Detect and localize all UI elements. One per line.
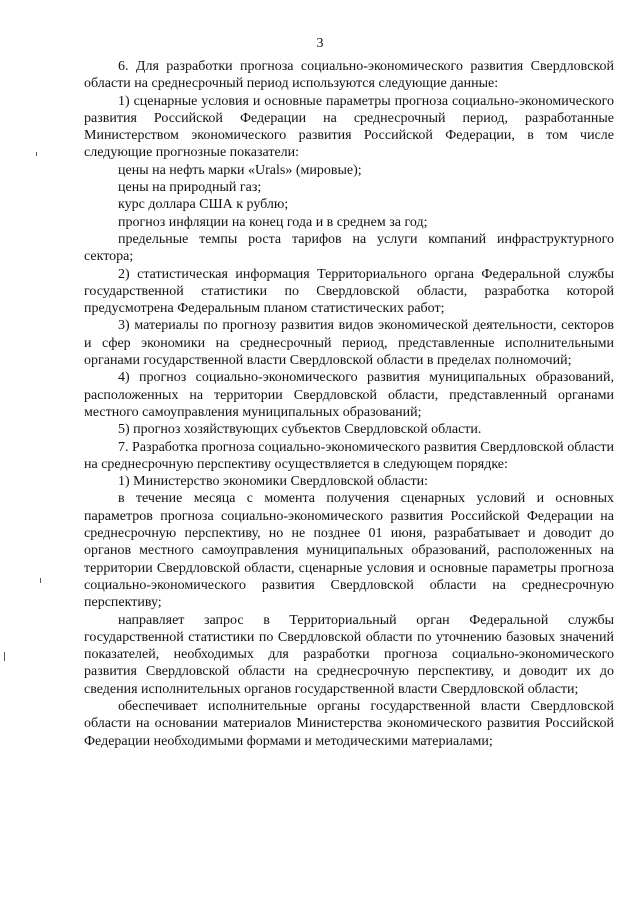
paragraph-indicator-gas-price: цены на природный газ; (118, 180, 262, 196)
scan-speck (4, 652, 5, 661)
page-number: 3 (316, 36, 324, 51)
paragraph-subitem-1: 1) сценарные условия и основные параметры прогноза социально-экономического развития Российской Федерации на среднесрочный период, разработанные Министерством экономического развития Российской Федерации, в том числе следующие прогнозные показатели: (84, 93, 614, 161)
scan-speck (36, 152, 37, 156)
paragraph-duty-provide: обеспечивает исполнительные органы государственной власти Свердловской области на основании материалов Министерства экономического развития Российской Федерации необходимыми формами и методическими материалами; (84, 698, 614, 749)
paragraph-subitem-5: 5) прогноз хозяйствующих субъектов Свердловской области. (118, 422, 482, 438)
paragraph-item-7: 7. Разработка прогноза социально-экономического развития Свердловской области на среднесрочную перспективу осуществляется в следующем порядке: (84, 439, 614, 472)
paragraph-indicator-tariffs: предельные темпы роста тарифов на услуги компаний инфраструктурного сектора; (84, 231, 614, 265)
paragraph-subitem-7-1: 1) Министерство экономики Свердловской области: (118, 474, 428, 490)
paragraph-indicator-usd-rate: курс доллара США к рублю; (118, 197, 289, 213)
paragraph-subitem-3: 3) материалы по прогнозу развития видов экономической деятельности, секторов и сфер экономики на среднесрочный период, представленные исполнительными органами государственной власти Свердловской области в пределах полномочий; (84, 318, 614, 369)
paragraph-indicator-inflation: прогноз инфляции на конец года и в среднем за год; (118, 214, 428, 230)
paragraph-subitem-2: 2) статистическая информация Территориального органа Федеральной службы государственной статистики по Свердловской области, разработка которой предусмотрена Федеральным планом статистических работ; (84, 266, 614, 317)
scan-speck (40, 578, 41, 583)
paragraph-duty-request: направляет запрос в Территориальный орган Федеральной службы государственной статистики по Свердловской области по уточнению базовых значений показателей, необходимых для разработки прогноза социально-экономического развития Свердловской области на среднесрочную перспективу, и доводит их до сведения исполнительных органов государственной власти Свердловской области; (84, 612, 614, 697)
paragraph-indicator-oil-price: цены на нефть марки «Urals» (мировые); (118, 162, 362, 178)
paragraph-subitem-4: 4) прогноз социально-экономического развития муниципальных образований, расположенных на территории Свердловской области, представленный органами местного самоуправления муниципальных образований; (84, 370, 614, 420)
body-text (84, 58, 614, 750)
paragraph-duty-deadline: в течение месяца с момента получения сценарных условий и основных параметров прогноза социально-экономического развития Российской Федерации на среднесрочную перспективу, но не позднее 01 июня, разрабатывает и доводит до органов местного самоуправления муниципальных образований, расположенных на территории Свердловской области, сценарные условия и основные параметры прогноза социально-экономического развития Свердловской области на среднесрочную перспективу; (84, 491, 614, 611)
paragraph-item-6: 6. Для разработки прогноза социально-экономического развития Свердловской области на среднесрочный период используются следующие данные: (84, 59, 614, 92)
